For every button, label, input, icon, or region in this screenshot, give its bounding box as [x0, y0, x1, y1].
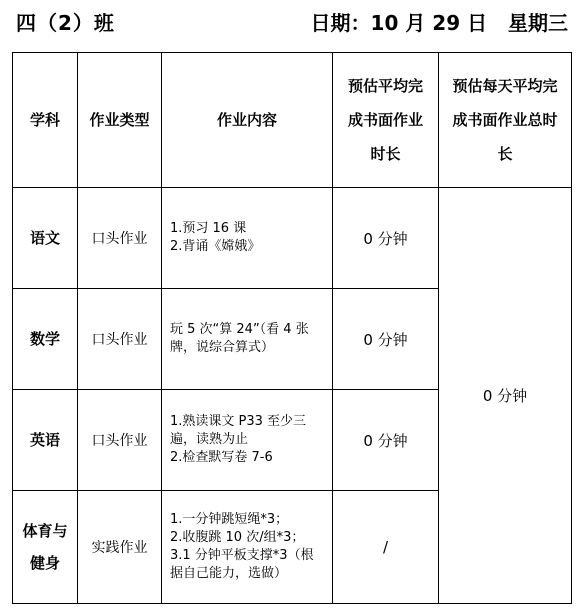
subject-cell: [13, 188, 78, 289]
subject-cell: [13, 289, 78, 390]
content-cell: [162, 390, 333, 491]
header-subject: 学科: [13, 53, 78, 188]
duration-cell: 0 分钟: [333, 188, 439, 289]
class-name: 四（2）班: [16, 11, 115, 35]
content-line: 2.背诵《嫦娥》: [170, 239, 261, 254]
header-content: 作业内容: [162, 53, 333, 188]
content-cell: [162, 188, 333, 289]
subject-label: 语文: [29, 229, 60, 247]
subject-label: 体育与: [22, 522, 68, 540]
table-row: [13, 188, 572, 289]
header-avg-time-line: 时长: [370, 145, 401, 163]
subject-cell: [13, 390, 78, 491]
type-cell: 口头作业: [78, 188, 162, 289]
content-line: 1.预习 16 课: [170, 221, 247, 236]
subject-label: 数学: [29, 330, 60, 348]
table-header-row: [13, 53, 572, 188]
content-line: 玩 5 次“算 24”（看 4 张牌，说综合算式）: [170, 322, 309, 355]
header-avg-time-line: 预估平均完: [347, 77, 423, 95]
header-total-time-line: 预估每天平均完: [452, 77, 558, 95]
content-line: 1.熟读课文 P33 至少三遍，读熟为止: [170, 414, 307, 447]
content-line: 3.1 分钟平板支撑*3（根据自己能力，选做）: [170, 548, 314, 581]
duration-cell: /: [333, 491, 439, 604]
header-total-time: [439, 53, 572, 188]
subject-label: 健身: [29, 554, 60, 572]
type-cell: 口头作业: [78, 289, 162, 390]
content-line: 2.收腹跳 10 次/组*3；: [170, 530, 305, 545]
date-weekday: 日期：10 月 29 日 星期三: [310, 11, 568, 35]
header-avg-time: [333, 53, 439, 188]
content-line: 1.一分钟跳短绳*3；: [170, 512, 289, 527]
subject-label: 英语: [29, 431, 60, 449]
type-cell: 实践作业: [78, 491, 162, 604]
header-total-time-line: 长: [497, 145, 513, 163]
total-duration-cell: 0 分钟: [439, 188, 572, 604]
header-avg-time-line: 成书面作业: [347, 111, 423, 129]
duration-cell: 0 分钟: [333, 390, 439, 491]
homework-table: [12, 52, 572, 604]
duration-cell: 0 分钟: [333, 289, 439, 390]
header-type: 作业类型: [78, 53, 162, 188]
header-total-time-line: 成书面作业总时: [452, 111, 558, 129]
content-line: 2.检查默写卷 7-6: [170, 450, 273, 465]
subject-cell: [13, 491, 78, 604]
content-cell: [162, 289, 333, 390]
content-cell: [162, 491, 333, 604]
page-header: [0, 0, 586, 44]
type-cell: 口头作业: [78, 390, 162, 491]
